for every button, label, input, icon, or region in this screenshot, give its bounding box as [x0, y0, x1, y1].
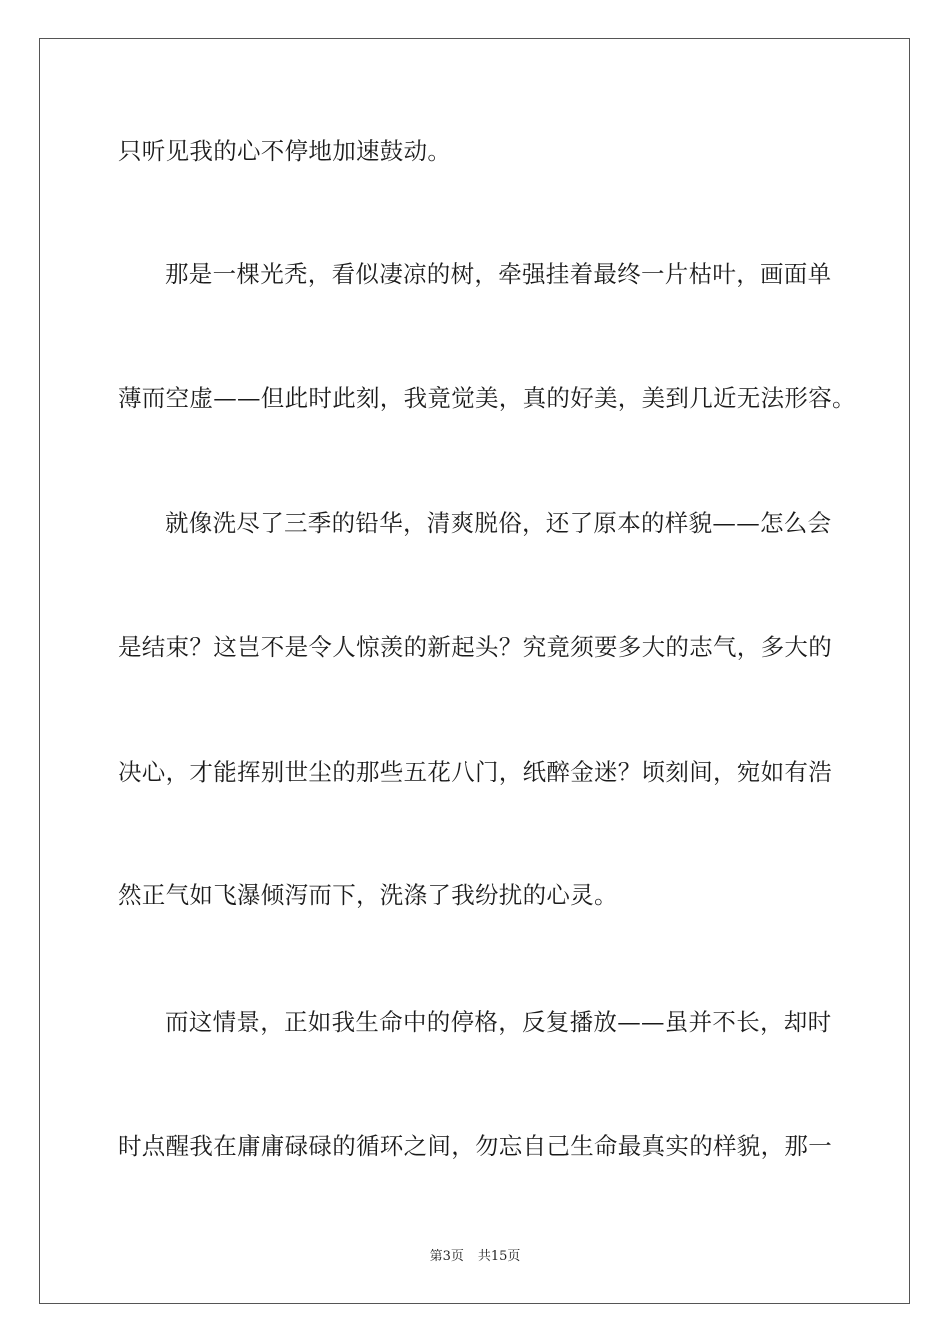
text-line-5: 是结束？这岂不是令人惊羡的新起头？究竟须要多大的志气，多大的 [118, 633, 832, 661]
page-border [39, 38, 910, 1304]
text-line-2: 那是一棵光秃，看似凄凉的树，牵强挂着最终一片枯叶，画面单 [165, 260, 832, 288]
text-line-8: 而这情景，正如我生命中的停格，反复播放——虽并不长，却时 [165, 1008, 832, 1036]
text-line-4: 就像洗尽了三季的铅华，清爽脱俗，还了原本的样貌——怎么会 [165, 509, 832, 537]
page-number-total: 共15页 [477, 1249, 521, 1264]
text-line-3: 薄而空虚——但此时此刻，我竟觉美，真的好美，美到几近无法形容。 [118, 384, 856, 412]
page-number-current: 第3页 [429, 1249, 464, 1264]
text-line-6: 决心，才能挥别世尘的那些五花八门，纸醉金迷？顷刻间，宛如有浩 [118, 758, 832, 786]
text-line-7: 然正气如飞瀑倾泻而下，洗涤了我纷扰的心灵。 [118, 881, 618, 909]
text-line-1: 只听见我的心不停地加速鼓动。 [118, 137, 452, 165]
text-line-9: 时点醒我在庸庸碌碌的循环之间，勿忘自己生命最真实的样貌，那一 [118, 1132, 832, 1160]
page-footer [0, 1248, 950, 1266]
